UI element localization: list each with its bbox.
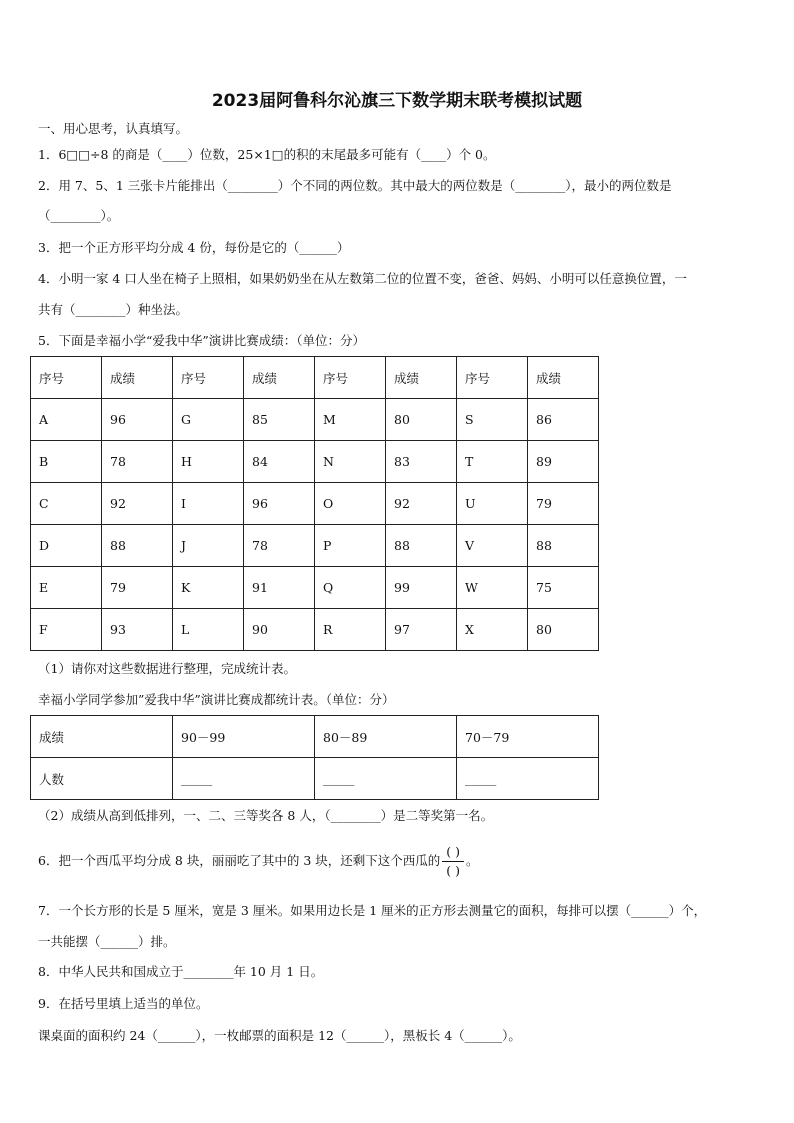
table-cell: O bbox=[315, 483, 386, 525]
table-header-cell: 成绩 bbox=[102, 357, 173, 399]
page-title: 2023届阿鲁科尔沁旗三下数学期末联考模拟试题 bbox=[211, 91, 583, 111]
question-3: 3．把一个正方形平均分成 4 份，每份是它的（______） bbox=[38, 240, 350, 255]
question-9: 9．在括号里填上适当的单位。 bbox=[38, 996, 209, 1011]
table-row bbox=[31, 525, 599, 567]
table-cell: S bbox=[457, 399, 528, 441]
table-cell: 88 bbox=[528, 525, 599, 567]
table-header-cell: 序号 bbox=[457, 357, 528, 399]
table-cell: 85 bbox=[244, 399, 315, 441]
fraction-numerator: ( ) bbox=[442, 843, 464, 862]
table-cell: 成绩 bbox=[31, 716, 173, 758]
table-cell: 93 bbox=[102, 609, 173, 651]
table-header-cell: 序号 bbox=[315, 357, 386, 399]
question-4-line-2: 共有（________）种坐法。 bbox=[38, 302, 189, 317]
stat-table bbox=[30, 715, 599, 800]
question-7-line-2: 一共能摆（______）排。 bbox=[38, 934, 176, 949]
table-row bbox=[31, 483, 599, 525]
table-cell: 80－89 bbox=[315, 716, 457, 758]
fraction-denominator: ( ) bbox=[446, 863, 460, 878]
table-cell: 89 bbox=[528, 441, 599, 483]
table-cell: 75 bbox=[528, 567, 599, 609]
table-cell: 86 bbox=[528, 399, 599, 441]
question-5-part-1: （1）请你对这些数据进行整理，完成统计表。 bbox=[38, 661, 296, 676]
table-cell: 80 bbox=[386, 399, 457, 441]
table-cell: T bbox=[457, 441, 528, 483]
table-cell: 96 bbox=[102, 399, 173, 441]
table-cell: U bbox=[457, 483, 528, 525]
table-cell: 80 bbox=[528, 609, 599, 651]
table-cell: X bbox=[457, 609, 528, 651]
section-heading: 一、用心思考，认真填写。 bbox=[38, 121, 189, 136]
question-1: 1．6□□÷8 的商是（____）位数，25×1□的积的末尾最多可能有（____）个 0。 bbox=[38, 147, 496, 162]
table-header-cell: 成绩 bbox=[528, 357, 599, 399]
table-cell: A bbox=[31, 399, 102, 441]
answer-blank[interactable]: _____ bbox=[173, 758, 315, 800]
question-6-text: 6．把一个西瓜平均分成 8 块，丽丽吃了其中的 3 块，还剩下这个西瓜的 bbox=[38, 853, 441, 868]
table-cell: 79 bbox=[102, 567, 173, 609]
question-8: 8．中华人民共和国成立于________年 10 月 1 日。 bbox=[38, 964, 324, 979]
table-cell: 70－79 bbox=[457, 716, 599, 758]
table-cell: 88 bbox=[102, 525, 173, 567]
scores-table bbox=[30, 356, 599, 651]
table-cell: 83 bbox=[386, 441, 457, 483]
table-cell: 99 bbox=[386, 567, 457, 609]
table-cell: B bbox=[31, 441, 102, 483]
table-cell: 92 bbox=[102, 483, 173, 525]
table-header-cell: 序号 bbox=[31, 357, 102, 399]
table-header-row bbox=[31, 357, 599, 399]
table-cell: D bbox=[31, 525, 102, 567]
table-cell: E bbox=[31, 567, 102, 609]
question-6-end: 。 bbox=[466, 853, 479, 868]
question-9-line: 课桌面的面积约 24（______），一枚邮票的面积是 12（______），黑板长 4（______）。 bbox=[38, 1028, 521, 1043]
table-row bbox=[31, 567, 599, 609]
table-header-cell: 成绩 bbox=[244, 357, 315, 399]
table-cell: 84 bbox=[244, 441, 315, 483]
table-cell: J bbox=[173, 525, 244, 567]
table-cell: F bbox=[31, 609, 102, 651]
table-cell: 90 bbox=[244, 609, 315, 651]
table-cell: W bbox=[457, 567, 528, 609]
answer-blank[interactable]: _____ bbox=[457, 758, 599, 800]
table-cell: 92 bbox=[386, 483, 457, 525]
table-row bbox=[31, 716, 599, 758]
question-2-line-2: （________）。 bbox=[38, 208, 120, 223]
table-cell: Q bbox=[315, 567, 386, 609]
table-cell: G bbox=[173, 399, 244, 441]
table-cell: H bbox=[173, 441, 244, 483]
table-cell: M bbox=[315, 399, 386, 441]
fraction-blank[interactable] bbox=[442, 843, 464, 880]
question-7-line-1: 7．一个长方形的长是 5 厘米，宽是 3 厘米。如果用边长是 1 厘米的正方形去测量它的面积，每排可以摆（______）个， bbox=[38, 903, 707, 918]
stat-table-caption: 幸福小学同学参加”爱我中华”演讲比赛成都统计表。（单位：分） bbox=[38, 692, 395, 707]
table-cell: L bbox=[173, 609, 244, 651]
table-cell: 78 bbox=[244, 525, 315, 567]
table-row bbox=[31, 399, 599, 441]
question-4-line-1: 4．小明一家 4 口人坐在椅子上照相，如果奶奶坐在从左数第二位的位置不变，爸爸、妈妈、小明可以任意换位置，一 bbox=[38, 271, 687, 286]
table-cell: V bbox=[457, 525, 528, 567]
table-cell: 79 bbox=[528, 483, 599, 525]
table-cell: 88 bbox=[386, 525, 457, 567]
table-cell: 91 bbox=[244, 567, 315, 609]
question-5: 5．下面是幸福小学“爱我中华”演讲比赛成绩：（单位：分） bbox=[38, 333, 365, 348]
table-cell: N bbox=[315, 441, 386, 483]
question-6 bbox=[38, 842, 479, 880]
table-cell: 78 bbox=[102, 441, 173, 483]
table-cell: 96 bbox=[244, 483, 315, 525]
question-2-line-1: 2．用 7、5、1 三张卡片能排出（________）个不同的两位数。其中最大的两位数是（________），最小的两位数是 bbox=[38, 178, 672, 193]
question-5-part-2: （2）成绩从高到低排列，一、二、三等奖各 8 人，（________）是二等奖第一名。 bbox=[38, 808, 494, 823]
table-cell: I bbox=[173, 483, 244, 525]
answer-blank[interactable]: _____ bbox=[315, 758, 457, 800]
table-cell: 90－99 bbox=[173, 716, 315, 758]
table-cell: R bbox=[315, 609, 386, 651]
table-row bbox=[31, 609, 599, 651]
table-cell: C bbox=[31, 483, 102, 525]
table-cell: 97 bbox=[386, 609, 457, 651]
table-cell: P bbox=[315, 525, 386, 567]
table-row bbox=[31, 758, 599, 800]
table-cell: K bbox=[173, 567, 244, 609]
table-header-cell: 成绩 bbox=[386, 357, 457, 399]
table-row bbox=[31, 441, 599, 483]
table-header-cell: 序号 bbox=[173, 357, 244, 399]
table-cell: 人数 bbox=[31, 758, 173, 800]
